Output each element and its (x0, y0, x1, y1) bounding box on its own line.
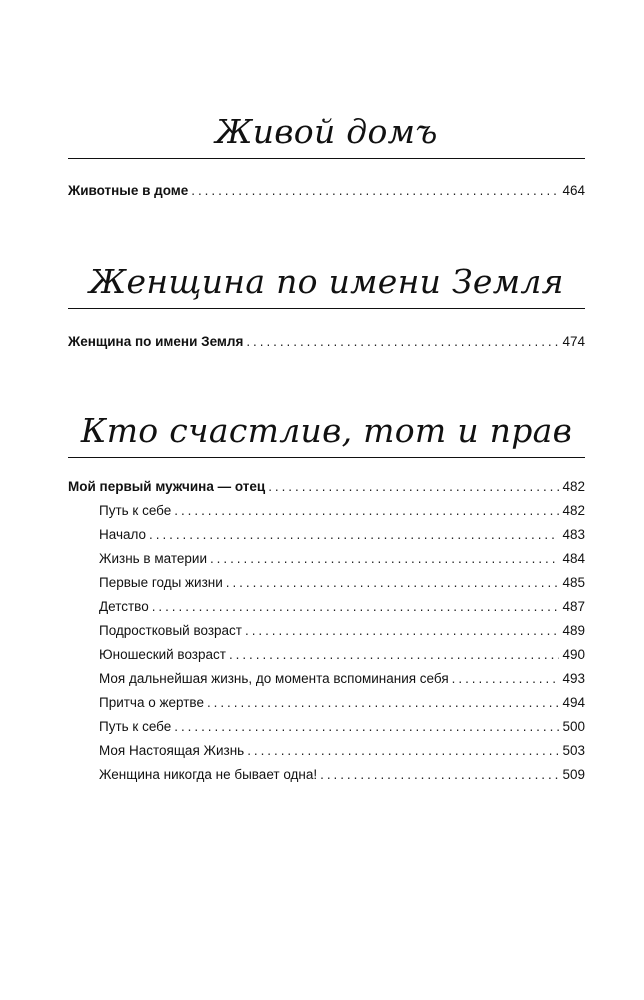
toc-subentry[interactable] (68, 619, 585, 643)
toc-entry-page: 474 (562, 334, 585, 349)
toc-entry-label: Первые годы жизни (99, 575, 223, 590)
section-title: Живой домъ (215, 112, 438, 151)
dot-leader (245, 619, 559, 643)
dot-leader (452, 667, 560, 691)
section-divider (68, 457, 585, 458)
toc-subentry[interactable] (68, 739, 585, 763)
dot-leader (191, 179, 559, 203)
toc-entry-label: Притча о жертве (99, 695, 204, 710)
toc-entry-label: Жизнь в материи (99, 551, 207, 566)
toc-entry-page: 482 (562, 479, 585, 494)
dot-leader (174, 715, 559, 739)
toc-entry-page: 484 (562, 551, 585, 566)
section-title: Кто счастлив, тот и прав (80, 411, 573, 450)
toc-subentry[interactable] (68, 763, 585, 787)
toc-entry-label: Путь к себе (99, 503, 172, 518)
section-divider (68, 158, 585, 159)
dot-leader (246, 330, 559, 354)
toc-entry-page: 490 (562, 647, 585, 662)
toc-subentry[interactable] (68, 691, 585, 715)
toc-entry-label: Детство (99, 599, 149, 614)
toc-entry-label: Начало (99, 527, 147, 542)
toc-subentry[interactable] (68, 499, 585, 523)
dot-leader (247, 739, 559, 763)
toc-entry-label: Животные в доме (68, 183, 189, 198)
toc-entry-label: Подростковый возраст (99, 623, 242, 638)
toc-entry-label: Женщина по имени Земля (68, 334, 244, 349)
toc-subentry[interactable] (68, 715, 585, 739)
toc-entry[interactable] (68, 475, 585, 499)
toc-entry-page: 489 (562, 623, 585, 638)
toc-subentry[interactable] (68, 571, 585, 595)
toc-entry-page: 493 (562, 671, 585, 686)
toc-subentry[interactable] (68, 667, 585, 691)
toc-entry-label: Мой первый мужчина — отец (68, 479, 266, 494)
dot-leader (174, 499, 559, 523)
section-title: Женщина по имени Земля (89, 262, 564, 301)
toc-entry[interactable] (68, 179, 585, 203)
toc-entry-label: Моя дальнейшая жизнь, до момента вспоминания себя (99, 671, 449, 686)
toc-subentry[interactable] (68, 523, 585, 547)
toc-entry-label: Юношеский возраст (99, 647, 226, 662)
toc-entry-page: 494 (562, 695, 585, 710)
toc-subentry[interactable] (68, 547, 585, 571)
toc-entry-label: Женщина никогда не бывает одна! (99, 767, 318, 782)
section-divider (68, 308, 585, 309)
dot-leader (229, 643, 560, 667)
toc-entry-page: 485 (562, 575, 585, 590)
toc-entry-page: 500 (562, 719, 585, 734)
toc-entry-page: 487 (562, 599, 585, 614)
toc-entry-page: 464 (562, 183, 585, 198)
dot-leader (152, 595, 560, 619)
toc-entry-label: Путь к себе (99, 719, 172, 734)
toc-section-zhenshchina (68, 262, 585, 354)
toc-entry-page: 482 (562, 503, 585, 518)
dot-leader (320, 763, 559, 787)
dot-leader (268, 475, 559, 499)
toc-section-zhivoy-dom (68, 112, 585, 203)
toc-subentry[interactable] (68, 643, 585, 667)
toc-subentry[interactable] (68, 595, 585, 619)
toc-entries (68, 475, 585, 787)
toc-section-kto-schastliv (68, 411, 585, 787)
toc-entries (68, 330, 585, 354)
toc-entry[interactable] (68, 330, 585, 354)
toc-entry-label: Моя Настоящая Жизнь (99, 743, 245, 758)
toc-entries (68, 179, 585, 203)
dot-leader (210, 547, 559, 571)
dot-leader (149, 523, 559, 547)
dot-leader (207, 691, 560, 715)
toc-entry-page: 483 (562, 527, 585, 542)
dot-leader (226, 571, 560, 595)
toc-entry-page: 503 (562, 743, 585, 758)
toc-entry-page: 509 (562, 767, 585, 782)
